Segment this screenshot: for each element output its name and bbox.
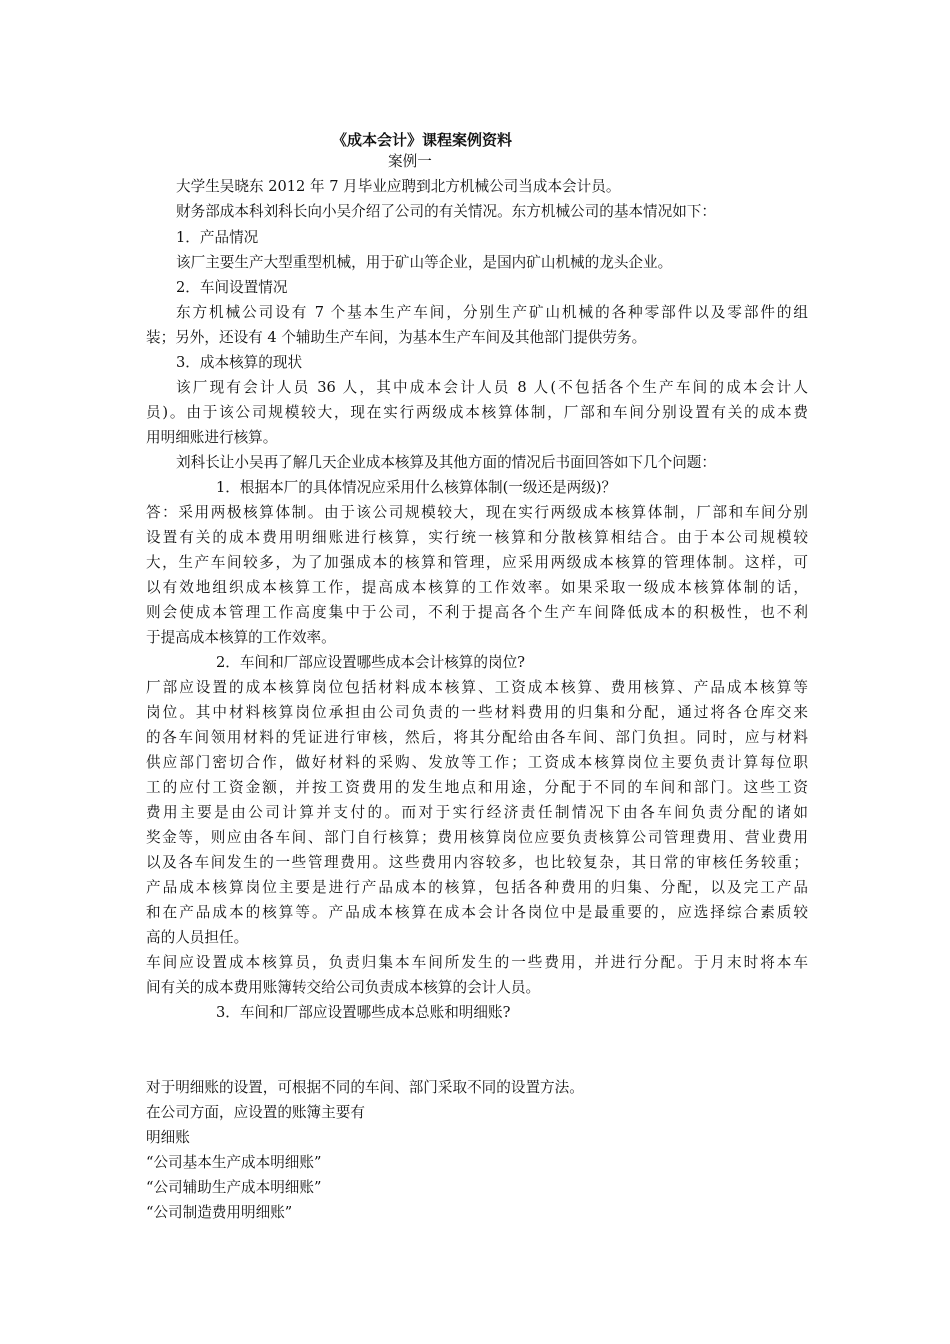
paragraph: 该厂主要生产大型重型机械，用于矿山等企业，是国内矿山机械的龙头企业。 [176,254,673,271]
document-title: 《成本会计》课程案例资料 [332,131,513,149]
question: 2．车间和厂部应设置哪些成本会计核算的岗位? [216,654,525,671]
answer-line: 供应部门密切合作，做好材料的采购、发放等工作；工资成本核算岗位主要负责计算每位职 [146,754,808,771]
paragraph: 刘科长让小吴再了解几天企业成本核算及其他方面的情况后书面回答如下几个问题： [176,454,716,471]
answer-line: 费用主要是由公司计算并支付的。而对于实行经济责任制情况下由各车间负责分配的诸如 [146,804,808,821]
answer-line: 设置有关的成本费用明细账进行核算，实行统一核算和分散核算相结合。由于本公司规模较 [146,529,808,546]
answer-line: 间有关的成本费用账簿转交给公司负责成本核算的会计人员。 [146,979,541,996]
section-heading: 2．车间设置情况 [176,279,288,296]
paragraph: 对于明细账的设置，可根据不同的车间、部门采取不同的设置方法。 [146,1079,584,1096]
answer-line: 奖金等，则应由各车间、部门自行核算；费用核算岗位应要负责核算公司管理费用、营业费用 [146,829,808,846]
ledger-item: “公司辅助生产成本明细账” [146,1179,322,1196]
section-heading: 3．成本核算的现状 [176,354,303,371]
answer-line: 高的人员担任。 [146,929,249,946]
answer-line: 以及各车间发生的一些管理费用。这些费用内容较多，也比较复杂，其日常的审核任务较重； [146,854,808,871]
paragraph: 装；另外，还设有 4 个辅助生产车间，为基本生产车间及其他部门提供劳务。 [146,329,647,346]
answer-line: 答：采用两极核算体制。由于该公司规模较大，现在实行两级成本核算体制，厂部和车间分别 [146,504,808,521]
answer-line: 工的应付工资金额，并按工资费用的发生地点和用途，分配于不同的车间和部门。这些工资 [146,779,808,796]
answer-line: 大，生产车间较多，为了加强成本的核算和管理，应采用两级成本核算的管理体制。这样，可 [146,554,808,571]
answer-line: 的各车间领用材料的凭证进行审核，然后，将其分配给由各车间、部门负担。同时，应与材料 [146,729,808,746]
paragraph: 大学生吴晓东 2012 年 7 月毕业应聘到北方机械公司当成本会计员。 [176,178,621,195]
paragraph: 员)。由于该公司规模较大，现在实行两级成本核算体制，厂部和车间分别设置有关的成本费 [146,404,808,421]
section-heading: 1．产品情况 [176,229,259,246]
paragraph: 东方机械公司设有 7 个基本生产车间，分别生产矿山机械的各种零部件以及零部件的组 [176,304,808,321]
paragraph: 该厂现有会计人员 36 人，其中成本会计人员 8 人(不包括各个生产车间的成本会计人 [176,379,808,396]
question: 3．车间和厂部应设置哪些成本总账和明细账? [216,1004,511,1021]
answer-line: 岗位。其中材料核算岗位承担由公司负责的一些材料费用的归集和分配，通过将各仓库交来 [146,704,808,721]
answer-line: 和在产品成本的核算等。产品成本核算在成本会计各岗位中是最重要的，应选择综合素质较 [146,904,808,921]
answer-line: 于提高成本核算的工作效率。 [146,629,336,646]
answer-line: 则会使成本管理工作高度集中于公司，不利于提高各个生产车间降低成本的积极性，也不利 [146,604,808,621]
paragraph: 用明细账进行核算。 [146,429,278,446]
ledger-item: “公司制造费用明细账” [146,1204,293,1221]
answer-line: 车间应设置成本核算员，负责归集本车间所发生的一些费用，并进行分配。于月末时将本车 [146,954,808,971]
question: 1．根据本厂的具体情况应采用什么核算体制(一级还是两级)？ [216,479,617,496]
answer-line: 厂部应设置的成本核算岗位包括材料成本核算、工资成本核算、费用核算、产品成本核算等 [146,679,808,696]
paragraph: 明细账 [146,1129,190,1146]
case-heading: 案例一 [388,153,432,170]
answer-line: 以有效地组织成本核算工作，提高成本核算的工作效率。如果采取一级成本核算体制的话， [146,579,808,596]
paragraph: 在公司方面，应设置的账簿主要有 [146,1104,365,1121]
ledger-item: “公司基本生产成本明细账” [146,1154,322,1171]
answer-line: 产品成本核算岗位主要是进行产品成本的核算，包括各种费用的归集、分配，以及完工产品 [146,879,808,896]
paragraph: 财务部成本科刘科长向小吴介绍了公司的有关情况。东方机械公司的基本情况如下： [176,203,716,220]
